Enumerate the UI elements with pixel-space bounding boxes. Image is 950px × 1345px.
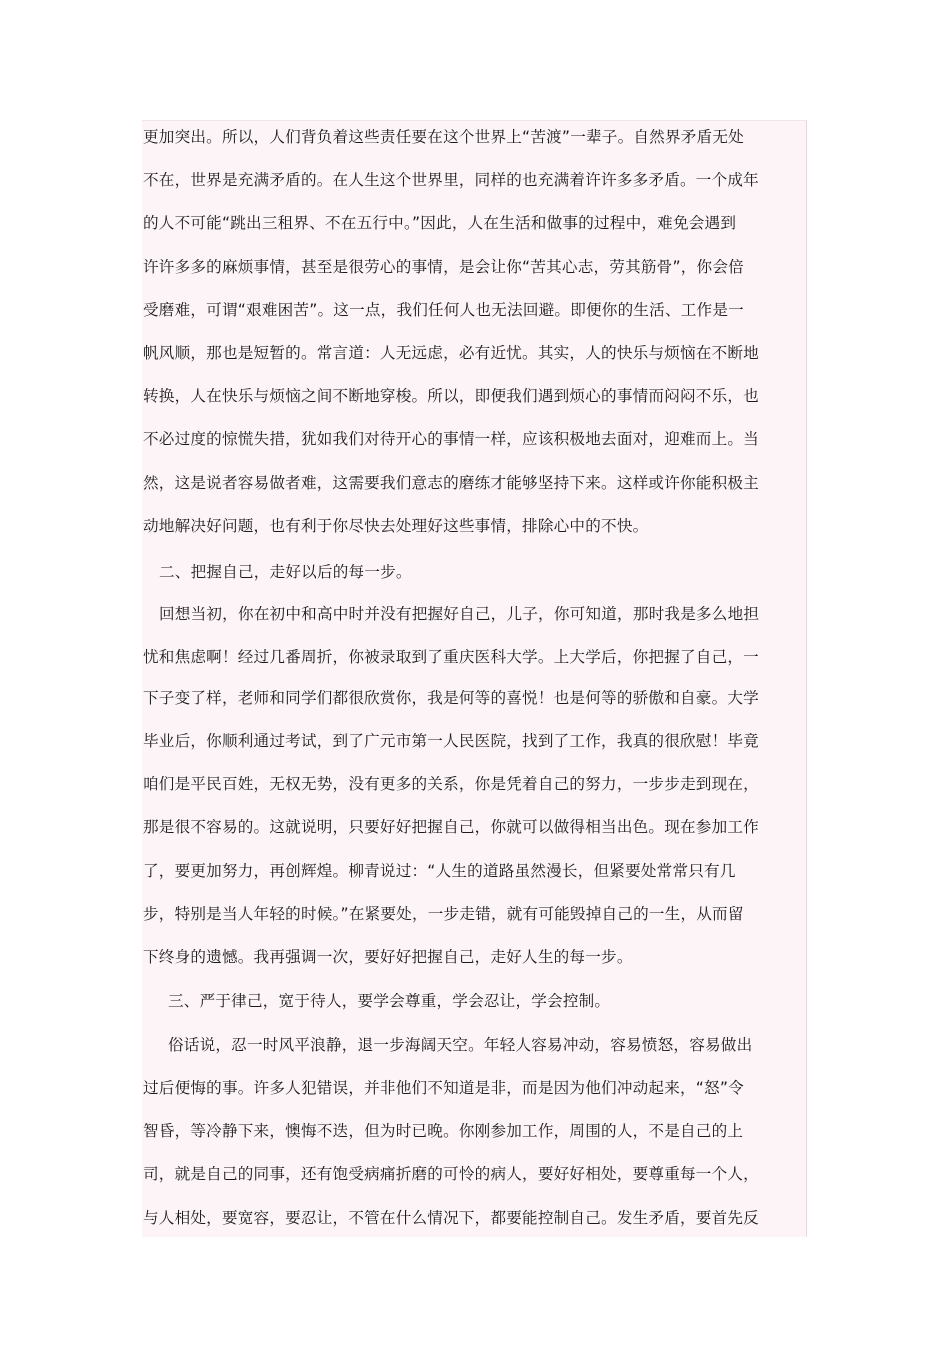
text-line: 与人相处，要宽容，要忍让，不管在什么情况下，都要能控制自己。发生矛盾，要首先反	[143, 1209, 759, 1227]
text-line: 俗话说，忍一时风平浪静，退一步海阔天空。年轻人容易冲动，容易愤怒，容易做出	[168, 1036, 753, 1054]
text-line: 下子变了样，老师和同学们都很欣赏你，我是何等的喜悦！也是何等的骄傲和自豪。大学	[143, 689, 759, 707]
text-line: 忧和焦虑啊！经过几番周折，你被录取到了重庆医科大学。上大学后，你把握了自己，一	[143, 648, 759, 666]
text-line: 毕业后，你顺利通过考试，到了广元市第一人民医院，找到了工作，我真的很欣慰！毕竟	[143, 732, 759, 750]
text-line: 智昏，等冷静下来，懊悔不迭，但为时已晚。你刚参加工作，周围的人，不是自己的上	[143, 1122, 744, 1140]
section-heading: 二、把握自己，走好以后的每一步。	[159, 563, 412, 581]
text-line: 不必过度的惊慌失措，犹如我们对待开心的事情一样，应该积极地去面对，迎难而上。当	[143, 430, 759, 448]
text-line: 更加突出。所以，人们背负着这些责任要在这个世界上“苦渡”一辈子。自然界矛盾无处	[143, 128, 744, 146]
text-line: 步，特别是当人年轻的时候。”在紧要处，一步走错，就有可能毁掉自己的一生，从而留	[143, 905, 744, 923]
text-line: 过后便悔的事。许多人犯错误，并非他们不知道是非，而是因为他们冲动起来，“怒”令	[143, 1079, 744, 1097]
text-line: 回想当初，你在初中和高中时并没有把握好自己，儿子，你可知道，那时我是多么地担	[159, 605, 760, 623]
text-line: 受磨难，可谓“艰难困苦”。这一点，我们任何人也无法回避。即便你的生活、工作是一	[143, 301, 744, 319]
text-line: 了，要更加努力，再创辉煌。柳青说过：“人生的道路虽然漫长，但紧要处常常只有几	[143, 862, 736, 880]
page-panel	[142, 120, 807, 1237]
text-line: 司，就是自己的同事，还有饱受病痛折磨的可怜的病人，要好好相处，要尊重每一个人，	[143, 1165, 759, 1183]
text-line: 下终身的遗憾。我再强调一次，要好好把握自己，走好人生的每一步。	[143, 948, 633, 966]
text-line: 帆风顺，那也是短暂的。常言道：人无远虑，必有近忧。其实，人的快乐与烦恼在不断地	[143, 344, 759, 362]
text-line: 咱们是平民百姓，无权无势，没有更多的关系，你是凭着自己的努力，一步步走到现在，	[143, 775, 759, 793]
text-line: 动地解决好问题，也有利于你尽快去处理好这些事情，排除心中的不快。	[143, 517, 649, 535]
text-line: 不在，世界是充满矛盾的。在人生这个世界里，同样的也充满着许许多多矛盾。一个成年	[143, 171, 759, 189]
section-heading: 三、严于律己，宽于待人，要学会尊重，学会忍让，学会控制。	[168, 992, 611, 1010]
text-line: 那是很不容易的。这就说明，只要好好把握自己，你就可以做得相当出色。现在参加工作	[143, 818, 759, 836]
text-line: 转换，人在快乐与烦恼之间不断地穿梭。所以，即便我们遇到烦心的事情而闷闷不乐，也	[143, 387, 759, 405]
text-line: 然，这是说者容易做者难，这需要我们意志的磨练才能够坚持下来。这样或许你能积极主	[143, 474, 759, 492]
text-line: 许许多多的麻烦事情，甚至是很劳心的事情，是会让你“苦其心志，劳其筋骨”，你会倍	[143, 258, 744, 276]
text-line: 的人不可能“跳出三租界、不在五行中。”因此，人在生活和做事的过程中，难免会遇到	[143, 214, 737, 232]
